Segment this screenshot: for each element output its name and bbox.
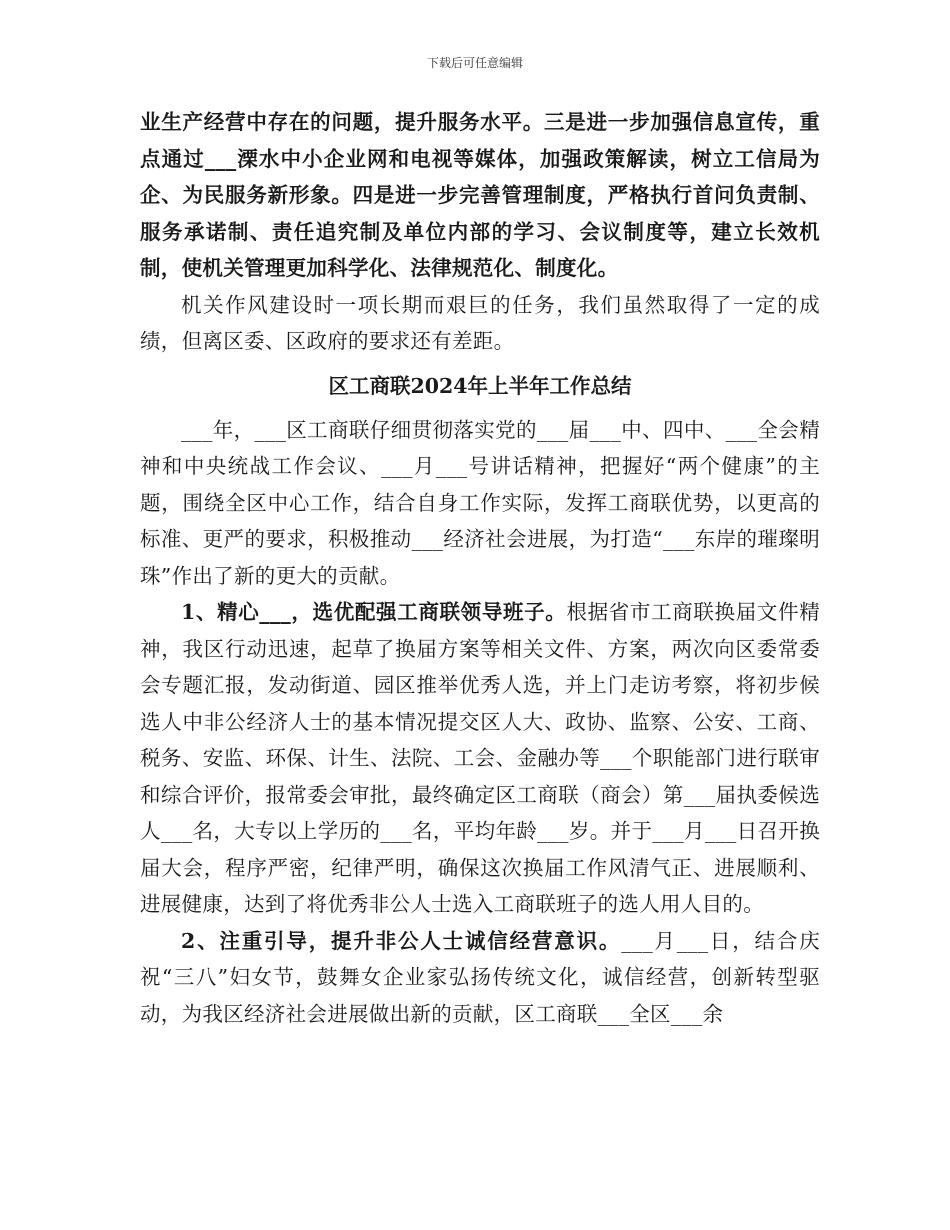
- document-body: [140, 104, 820, 1032]
- document-title: 区工商联2024年上半年工作总结: [328, 373, 632, 398]
- section-2-body: ___月___日，结合庆祝“三八”妇女节，鼓舞女企业家弘扬传统文化，诚信经营，创新转型驱动，为我区经济社会进展做出新的贡献，区工商联___全区___余: [140, 928, 820, 1026]
- section-2-heading: 2、注重引导，提升非公人士诚信经营意识。: [181, 928, 622, 953]
- section-1-body: 根据省市工商联换届文件精神，我区行动迅速，起草了换届方案等相关文件、方案，两次向区委常委会专题汇报，发动街道、园区推举优秀人选，并上门走访考察，将初步候选人中非公经济人士的基本情况提交区人大、政协、监察、公安、工商、税务、安监、环保、计生、法院、工会、金融办等___个职能部门进行联审和综合评价，报常委会审批，最终确定区工商联（商会）第___届执委候选人___名，大专以上学历的___名，平均年龄___岁。并于___月___日召开换届大会，程序严密，纪律严明，确保这次换届工作风清气正、进展顺利、进展健康，达到了将优秀非公人士选入工商联班子的选人用人目的。: [140, 600, 820, 916]
- section-2: [140, 923, 820, 1033]
- page-header-note: 下载后可任意编辑: [426, 56, 523, 70]
- paragraph-continuation: 业生产经营中存在的问题，提升服务水平。三是进一步加强信息宣传，重点通过___溧水中小企业网和电视等媒体，加强政策解读，树立工信局为企、为民服务新形象。四是进一步完善管理制度，严格执行首问负责制、服务承诺制、责任追究制及单位内部的学习、会议制度等，建立长效机制，使机关管理更加科学化、法律规范化、制度化。: [140, 110, 820, 280]
- paragraph-intro: ___年，___区工商联仔细贯彻落实党的___届___中、四中、___全会精神和中央统战工作会议、___月___号讲话精神，把握好“两个健康”的主题，围绕全区中心工作，结合自身工作实际，发挥工商联优势，以更高的标准、更严的要求，积极推动___经济社会进展，为打造“___东岸的璀璨明珠”作出了新的更大的贡献。: [140, 417, 820, 588]
- section-1-heading: 1、精心___，选优配强工商联领导班子。: [181, 600, 567, 624]
- section-1: [140, 594, 820, 923]
- paragraph-conclusion: 机关作风建设时一项长期而艰巨的任务，我们虽然取得了一定的成绩，但离区委、区政府的要求还有差距。: [140, 292, 820, 353]
